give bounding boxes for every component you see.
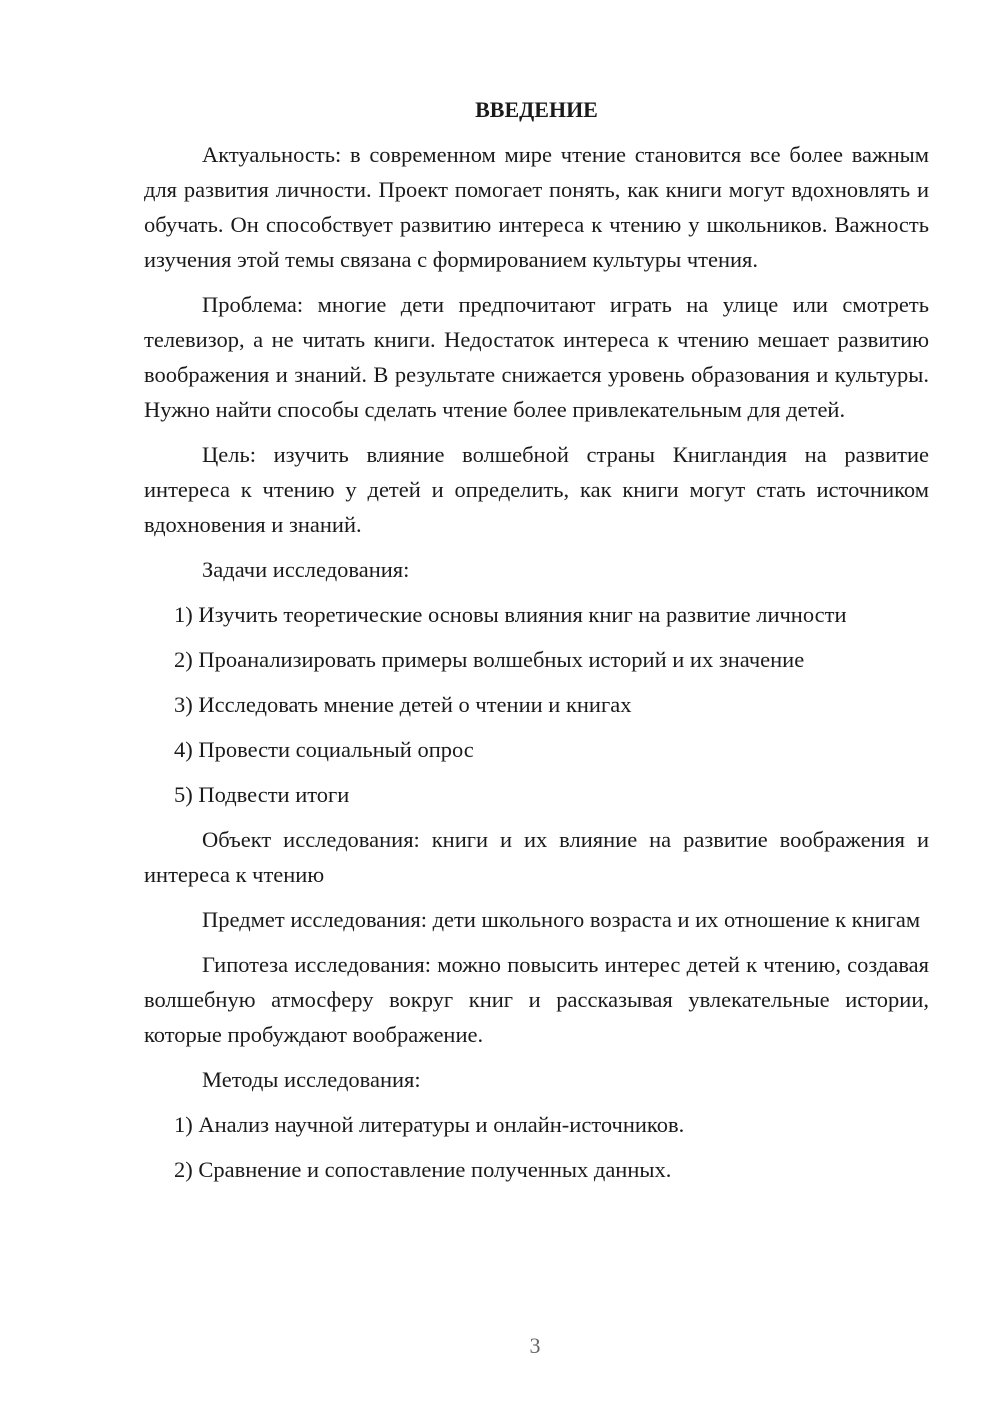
hypothesis-paragraph: Гипотеза исследования: можно повысить интерес детей к чтению, создавая волшебную атмосферу вокруг книг и рассказывая увлекательные истории, которые пробуждают воображение. <box>144 952 929 1047</box>
goal-paragraph: Цель: изучить влияние волшебной страны Книгландия на развитие интереса к чтению у детей и определить, как книги могут стать источником вдохновения и знаний. <box>144 442 929 537</box>
relevance-paragraph: Актуальность: в современном мире чтение становится все более важным для развития личности. Проект помогает понять, как книги могут вдохновлять и обучать. Он способствует развитию интереса к чтению у школьников. Важность изучения этой темы связана с формированием культуры чтения. <box>144 142 929 272</box>
list-item: 1) Изучить теоретические основы влияния книг на развитие личности <box>174 602 847 627</box>
list-item: 3) Исследовать мнение детей о чтении и книгах <box>174 692 632 717</box>
document-page <box>144 92 929 1197</box>
list-item: 2) Сравнение и сопоставление полученных данных. <box>174 1157 672 1182</box>
list-item: 5) Подвести итоги <box>174 782 350 807</box>
object-paragraph: Объект исследования: книги и их влияние на развитие воображения и интереса к чтению <box>144 827 929 887</box>
section-title: ВВЕДЕНИЕ <box>475 97 598 122</box>
tasks-heading: Задачи исследования: <box>202 557 410 582</box>
tasks-list <box>144 597 929 812</box>
list-item: 1) Анализ научной литературы и онлайн-источников. <box>174 1112 685 1137</box>
list-item: 2) Проанализировать примеры волшебных историй и их значение <box>174 647 805 672</box>
list-item: 4) Провести социальный опрос <box>174 737 474 762</box>
subject-paragraph: Предмет исследования: дети школьного возраста и их отношение к книгам <box>202 907 921 932</box>
methods-list <box>144 1107 929 1187</box>
problem-paragraph: Проблема: многие дети предпочитают играть на улице или смотреть телевизор, а не читать книги. Недостаток интереса к чтению мешает развитию воображения и знаний. В результате снижается уровень образования и культуры. Нужно найти способы сделать чтение более привлекательным для детей. <box>144 292 929 422</box>
page-number: 3 <box>529 1333 541 1358</box>
methods-heading: Методы исследования: <box>202 1067 421 1092</box>
